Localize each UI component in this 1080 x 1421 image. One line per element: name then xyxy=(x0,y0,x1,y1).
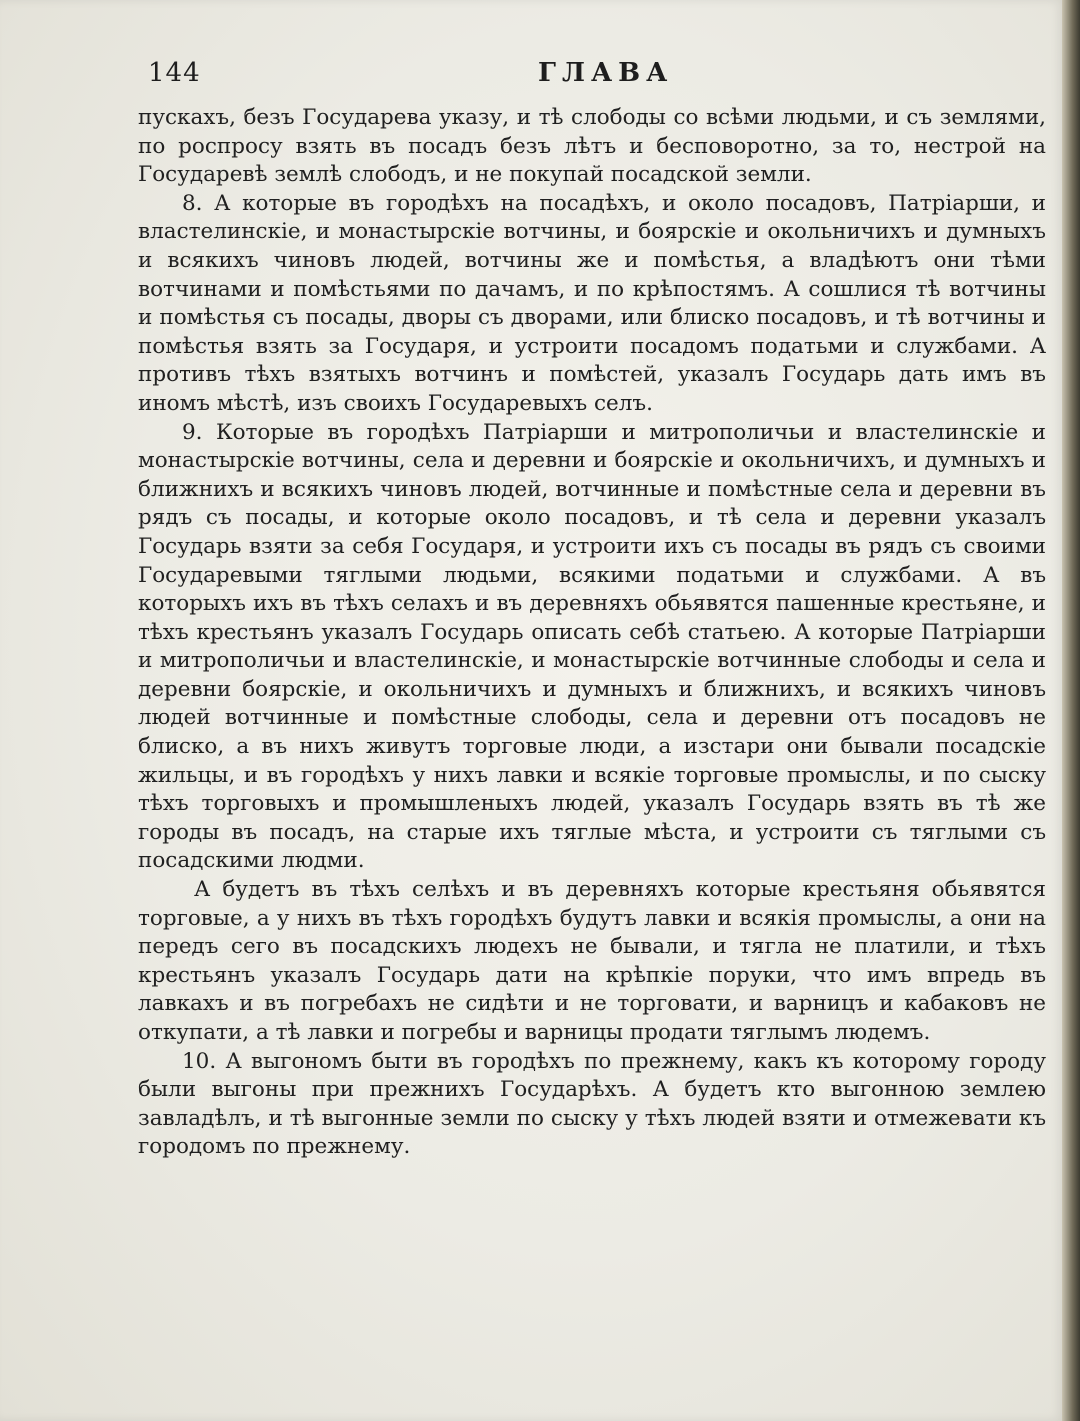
paragraph-article-9-continued: А будетъ въ тѣхъ селѣхъ и въ деревняхъ которые крестьяня обьявятся торговые, а у нихъ въ тѣхъ городѣхъ будутъ лавки и всякія промыслы, а они на передъ сего въ посадскихъ людехъ не бывали, и тягла не платили, и тѣхъ крестьянъ указалъ Государь дати на крѣпкіе поруки, что имъ впредь въ лавкахъ и въ погребахъ не сидѣти и не торговати, и варницъ и кабаковъ не откупати, а тѣ лавки и погребы и варницы продати тяглымъ людемъ. xyxy=(138,877,1046,1045)
paragraph-article-10: 10. А выгономъ быти въ городѣхъ по прежнему, какъ къ которому городу были выгоны при прежнихъ Государѣхъ. А будетъ кто выгонною землею завладѣлъ, и тѣ выгонные земли по сыску у тѣхъ людей взяти и отмежевати къ городомъ по прежнему. xyxy=(138,1048,1046,1160)
page-edge xyxy=(1062,0,1080,1421)
running-head: ГЛАВА xyxy=(538,58,674,88)
paragraph-continuation: пускахъ, безъ Государева указу, и тѣ слободы со всѣми людьми, и съ землями, по роспросу взять въ посадъ безъ лѣтъ и бесповоротно, за то, нестрой на Государевѣ землѣ слободъ, и не покупай посадской земли. xyxy=(138,105,1046,188)
body-text xyxy=(138,104,1046,1162)
paragraph-article-8: 8. А которые въ городѣхъ на посадѣхъ, и около посадовъ, Патріарши, и властелинскіе, и монастырскіе вотчины, и боярскіе и окольничихъ и думныхъ и всякихъ чиновъ людей, вотчины же и помѣстья, а владѣютъ они тѣми вотчинами и помѣстьями по дачамъ, и по крѣпостямъ. А сошлися тѣ вотчины и помѣстья съ посады, дворы съ дворами, или блиско посадовъ, и тѣ вотчины и помѣстья взять за Государя, и устроити посадомъ податьми и службами. А противъ тѣхъ взятыхъ вотчинъ и помѣстей, указалъ Государь дать имъ въ иномъ мѣстѣ, изъ своихъ Государевыхъ селъ. xyxy=(138,190,1046,416)
paragraph-article-9: 9. Которые въ городѣхъ Патріарши и митрополичьи и властелинскіе и монастырскіе вотчины, села и деревни и боярскіе и окольничихъ, и думныхъ и ближнихъ и всякихъ чиновъ людей, вотчинные и помѣстные села и деревни въ рядъ съ посады, и которые около посадовъ, и тѣ села и деревни указалъ Государь взяти за себя Государя, и устроити ихъ съ посады въ рядъ съ своими Государевыми тяглыми людьми, всякими податьми и службами. А въ которыхъ ихъ въ тѣхъ селахъ и въ деревняхъ обьявятся пашенные крестьяне, и тѣхъ крестьянъ указалъ Государь описать себѣ статьею. А которые Патріарши и митрополичьи и властелинскіе, и монастырскіе вотчинные слободы и села и деревни боярскіе, и окольничихъ и думныхъ и ближнихъ, и всякихъ чиновъ людей вотчинные и помѣстные слободы, села и деревни отъ посадовъ не блиско, а въ нихъ живутъ торговые люди, а изстари они бывали посадскіе жильцы, и въ городѣхъ у нихъ лавки и всякіе торговые промыслы, и по сыску тѣхъ торговыхъ и промышленыхъ людей, указалъ Государь взять въ тѣ же городы въ посадъ, на старые ихъ тяглые мѣста, и устроити съ тяглыми съ посадскими людми. xyxy=(138,419,1046,874)
page-number: 144 xyxy=(148,58,201,88)
page-header xyxy=(148,58,1028,98)
